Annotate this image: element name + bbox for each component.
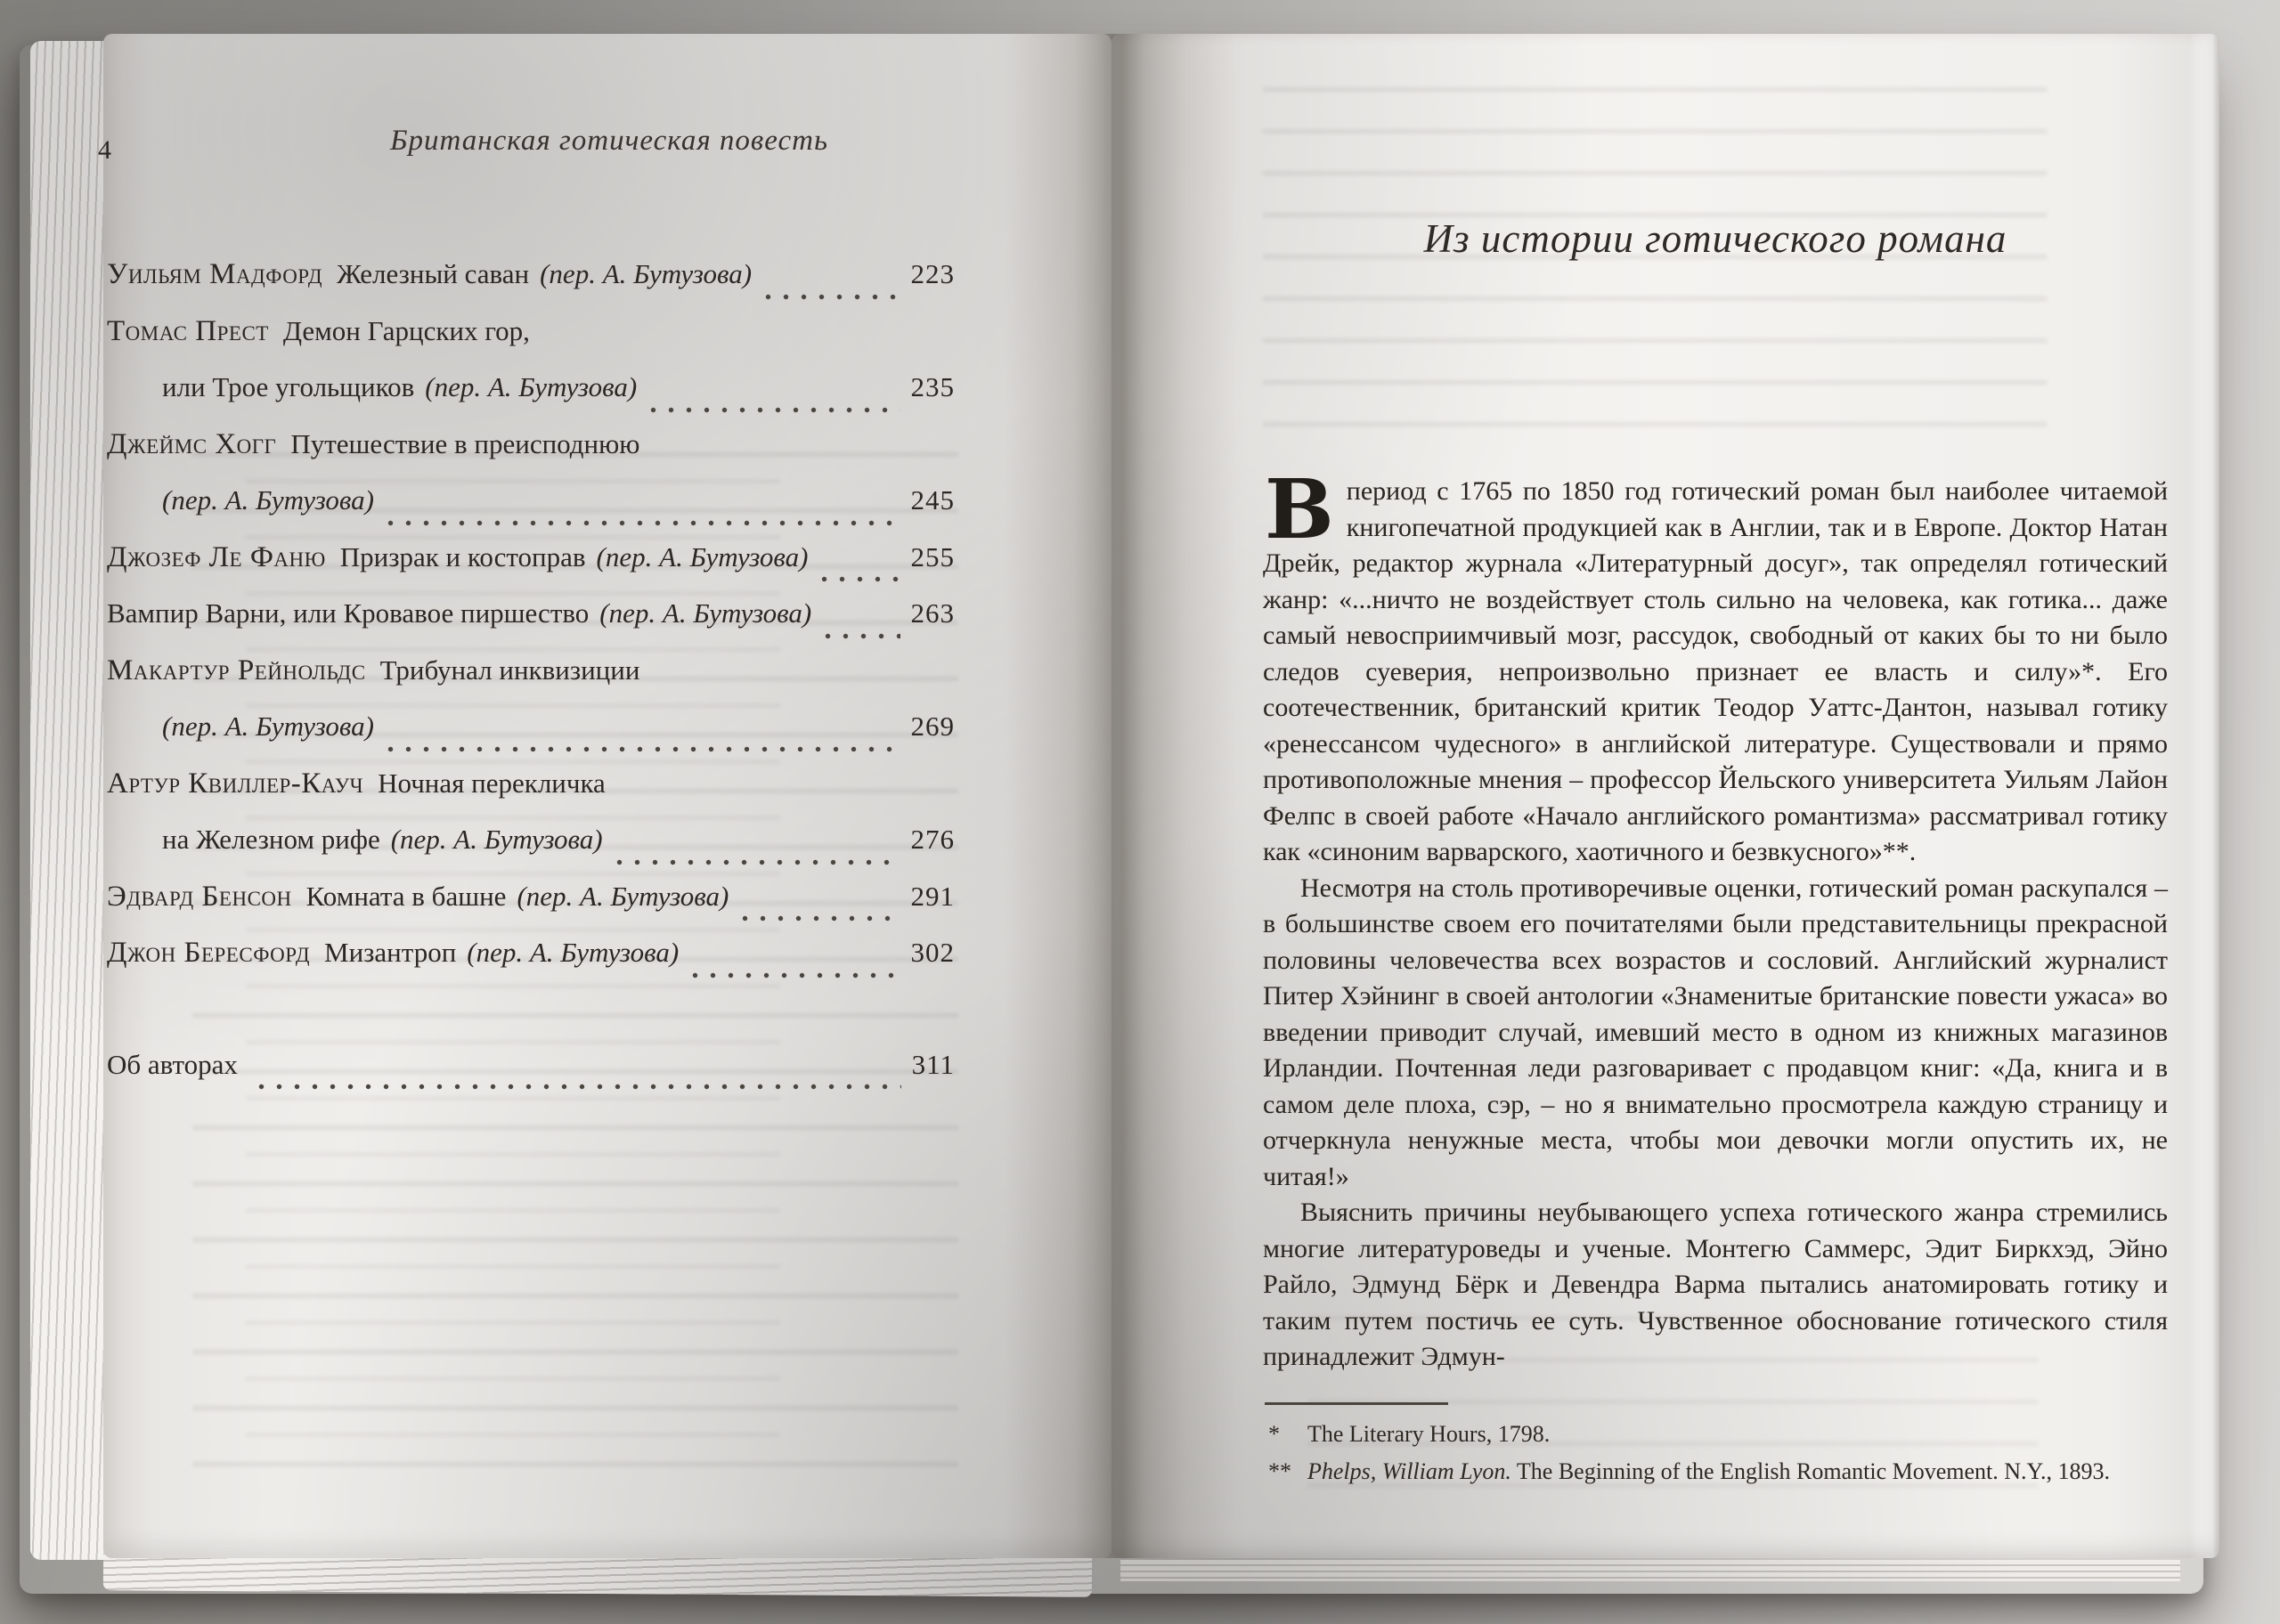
toc-title: Комната в башне	[305, 880, 507, 912]
toc-author: Артур Квиллер-Кауч	[107, 767, 364, 800]
toc-entry	[107, 258, 955, 315]
toc-entry-continuation	[107, 710, 955, 767]
toc-page-number: 255	[910, 540, 955, 572]
toc-entry	[107, 767, 955, 824]
toc-author: Джеймс Хогг	[107, 427, 277, 460]
toc-entry	[107, 597, 955, 654]
toc-page-number: 235	[910, 371, 955, 402]
toc-page-number: 302	[910, 937, 955, 968]
bottom-sheet-stack-right	[1120, 1560, 2180, 1581]
toc-page-number: 291	[910, 880, 955, 912]
toc-translator: (пер. А. Бутузова)	[540, 258, 753, 289]
toc-author: Джон Бересфорд	[107, 937, 311, 969]
toc-page-number: 311	[911, 1048, 955, 1080]
toc-entry	[107, 315, 955, 372]
footnote	[1263, 1417, 2168, 1451]
toc-title: Вампир Варни, или Кровавое пиршество	[107, 597, 590, 629]
drop-cap-initial: В	[1265, 461, 1334, 557]
toc-title: Ночная перекличка	[378, 767, 606, 799]
open-book	[25, 27, 2202, 1601]
toc-title: Об авторах	[107, 1048, 238, 1080]
toc-author: Макартур Рейнольдс	[107, 654, 366, 686]
toc-entry	[107, 541, 955, 598]
footnote-text: The Literary Hours, 1798.	[1307, 1420, 1551, 1447]
footnote-source: Phelps, William Lyon.	[1307, 1458, 1511, 1484]
table-of-contents	[107, 258, 955, 1105]
toc-translator: (пер. А. Бутузова)	[517, 880, 729, 912]
running-head: Британская готическая повесть	[390, 125, 828, 157]
toc-title: на Железном рифе	[162, 824, 380, 855]
left-page-content	[98, 125, 955, 1105]
toc-translator: (пер. А. Бутузова)	[162, 484, 374, 516]
toc-entry	[107, 881, 955, 938]
paragraph: Несмотря на столь противоречивые оценки, готический роман раскупался – в большинстве своем его почитателями были представительницы прекрасной половины человечества всех возрастов и сословий. Английский журналист Питер Хэйнинг в своей антологии «Знаменитые британские повести ужаса» во введении приводит случай, имевший место в одном из книжных магазинов Ирландии. Почтенная леди разговаривает с продавцом книг: «Да, книга и в самом деле плоха, сэр, – но я внимательно просмотрела каждую страницу и отчеркнула ненужные места, чтобы мои девочки могли опустить их, не читая!»	[1263, 873, 2168, 1191]
leader-dots	[741, 914, 900, 922]
left-folio-number: 4	[98, 135, 112, 165]
toc-translator: (пер. А. Бутузова)	[596, 540, 809, 572]
toc-author: Томас Прест	[107, 314, 269, 347]
toc-page-number: 276	[910, 824, 955, 855]
toc-title: Мизантроп	[324, 937, 457, 968]
toc-page-number: 269	[910, 710, 955, 742]
leader-dots	[387, 745, 900, 753]
toc-page-number: 245	[910, 484, 955, 516]
toc-entry-continuation	[107, 824, 955, 881]
toc-title: Призрак и костоправ	[339, 540, 586, 572]
toc-translator: (пер. А. Бутузова)	[425, 371, 638, 402]
toc-title: или Трое угольщиков	[162, 371, 415, 402]
leader-dots	[691, 971, 900, 979]
paragraph: Выяснить причины неубывающего успеха готического жанра стремились многие литературоведы и ученые. Монтегю Саммерс, Эдит Биркхэд, Эйно Райло, Эдмунд Бёрк и Девендра Варма пытались анатомировать готику и таким путем постичь ее суть. Чувственное обоснование готического стиля принадлежит Эдмун-	[1263, 1198, 2168, 1371]
footnote-text: The Beginning of the English Romantic Movement. N.Y., 1893.	[1510, 1458, 2110, 1484]
footnote	[1263, 1455, 2168, 1489]
footnotes	[1263, 1402, 2168, 1489]
toc-author: Эдвард Бенсон	[107, 880, 292, 913]
toc-translator: (пер. А. Бутузова)	[467, 937, 680, 968]
footnote-marker: *	[1268, 1420, 1280, 1447]
leader-dots	[820, 575, 900, 583]
chapter-body	[1263, 461, 2168, 1376]
toc-translator: (пер. А. Бутузова)	[162, 710, 374, 742]
footnote-rule	[1265, 1402, 1448, 1405]
toc-title: Путешествие в преисподнюю	[290, 427, 640, 459]
left-page-header	[98, 125, 955, 166]
toc-title: Железный саван	[337, 258, 530, 289]
toc-author: Уильям Мадфорд	[107, 258, 323, 290]
leader-dots	[257, 1083, 901, 1091]
chapter-title: Из истории готического романа	[1423, 216, 2007, 261]
leader-dots	[824, 632, 900, 640]
toc-author: Джозеф Ле Фаню	[107, 540, 326, 573]
toc-page-number: 263	[910, 597, 955, 629]
leader-dots	[615, 858, 900, 866]
toc-translator: (пер. А. Бутузова)	[390, 824, 603, 855]
toc-translator: (пер. А. Бутузова)	[599, 597, 812, 629]
toc-entry	[107, 937, 955, 994]
toc-entry	[107, 428, 955, 485]
footnote-marker: **	[1268, 1458, 1291, 1484]
toc-title: Трибунал инквизиции	[379, 654, 640, 686]
paragraph	[1263, 461, 2168, 871]
toc-title: Демон Гарцских гор,	[282, 314, 530, 346]
leader-dots	[764, 293, 900, 301]
leader-dots	[649, 406, 900, 414]
leader-dots	[387, 519, 900, 527]
toc-entry-about-authors	[107, 1049, 955, 1106]
right-page-content	[1263, 215, 2168, 1492]
toc-entry-continuation	[107, 484, 955, 541]
toc-entry-continuation	[107, 371, 955, 428]
paragraph-text: период с 1765 по 1850 год готический роман был наиболее читаемой книгопечатной продукцией как в Англии, так и в Европе. Доктор Натан Дрейк, редактор журнала «Литературный досуг», так определял готический жанр: «...ничто не воздействует столь сильно на человека, как готика... даже самый невосприимчивый мозг, рассудок, свободный от каких бы то ни было следов суеверия, непроизвольно признает ее власть и силу»*. Его соотечественник, британский критик Теодор Уаттс-Дантон, называл готику «ренессансом чудесного» в английской литературе. Существовали и прямо противоположные мнения – профессор Йельского университета Уильям Лайон Фелпс в своей работе «Начало английского романтизма» рассматривал готику как «синоним варварского, хаотичного и безвкусного»**.	[1263, 476, 2168, 866]
toc-entry	[107, 654, 955, 711]
toc-page-number: 223	[910, 258, 955, 289]
left-fore-edge-stack	[30, 41, 107, 1560]
